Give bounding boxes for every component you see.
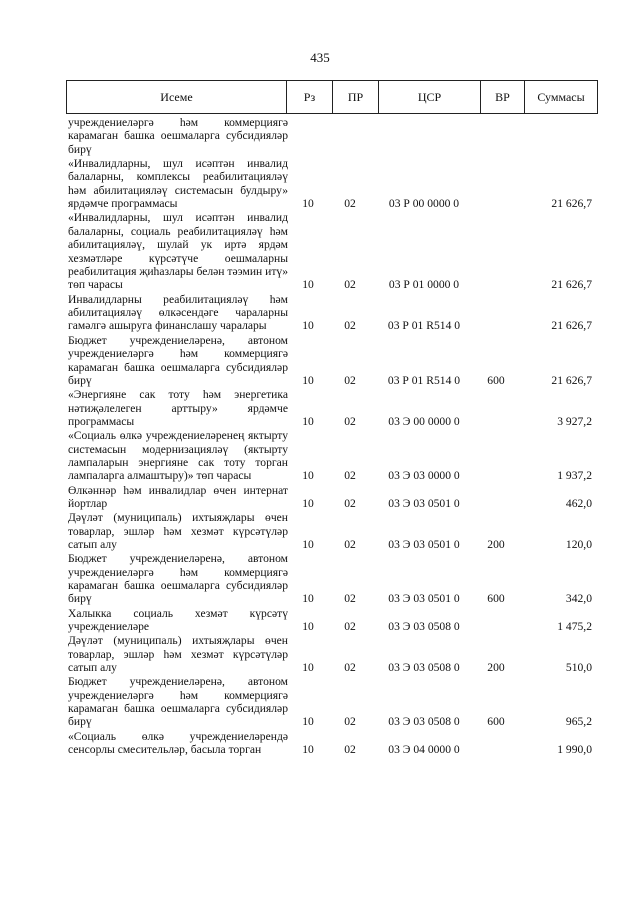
row-pr: 02	[344, 469, 356, 483]
table-row	[68, 634, 596, 674]
table-row	[68, 511, 596, 551]
header-vr: ВР	[481, 81, 525, 113]
row-name: Дәүләт (муниципаль) ихтыяҗлары өчен товарлар, эшләр һәм хезмәт күрсәтүләр сатып алу	[68, 634, 288, 675]
row-rz: 10	[302, 319, 314, 333]
table-row	[68, 607, 596, 634]
row-pr: 02	[344, 715, 356, 729]
table-row	[68, 388, 596, 428]
row-name: Бюджет учреждениеләренә, автоном учреждениеләргә һәм коммерциягә карамаган башка оешмаларга субсидияләр бирү	[68, 333, 288, 387]
row-csr: 03 Р 01 R514 0	[387, 319, 461, 333]
table-row	[68, 675, 596, 729]
table-row	[68, 334, 596, 388]
row-sum: 342,0	[565, 592, 592, 606]
row-rz: 10	[302, 592, 314, 606]
row-csr: 03 Р 00 0000 0	[388, 197, 460, 211]
table-row	[68, 484, 596, 511]
row-rz: 10	[302, 496, 314, 510]
row-pr: 02	[344, 537, 356, 551]
row-pr: 02	[344, 278, 356, 292]
row-name: «Инвалидларны, шул исәптән инвалид балаларны, комплексы реабилитацияләү һәм абилитацияләү системасын булдыру» ярдәмче программасы	[68, 157, 288, 211]
table-row	[68, 116, 596, 156]
row-csr: 03 Р 01 0000 0	[388, 278, 460, 292]
row-csr: 03 Э 03 0000 0	[388, 469, 460, 483]
row-sum: 120,0	[565, 537, 592, 551]
table-header	[66, 80, 598, 114]
row-name: учреждениеләргә һәм коммерциягә карамаган башка оешмаларга субсидияләр бирү	[68, 116, 288, 156]
row-csr: 03 Э 04 0000 0	[388, 743, 460, 757]
row-vr: 600	[487, 592, 505, 606]
row-sum: 21 626,7	[551, 278, 592, 292]
row-rz: 10	[302, 537, 314, 551]
row-csr: 03 Э 00 0000 0	[388, 414, 460, 428]
row-csr: 03 Р 01 R514 0	[387, 373, 461, 387]
row-vr: 200	[487, 661, 505, 675]
row-sum: 1 937,2	[557, 469, 592, 483]
row-name: «Социаль өлкә учреждениеләрендә сенсорлы смесительләр, басыла торган	[68, 729, 288, 757]
table-row	[68, 429, 596, 483]
row-rz: 10	[302, 373, 314, 387]
row-rz: 10	[302, 743, 314, 757]
row-sum: 21 626,7	[551, 373, 592, 387]
row-csr: 03 Э 03 0508 0	[388, 661, 460, 675]
row-csr: 03 Э 03 0501 0	[388, 537, 460, 551]
row-csr: 03 Э 03 0501 0	[388, 496, 460, 510]
row-vr: 600	[487, 715, 505, 729]
row-pr: 02	[344, 319, 356, 333]
row-name: Бюджет учреждениеләренә, автоном учреждениеләргә һәм коммерциягә карамаган башка оешмаларга субсидияләр бирү	[68, 675, 288, 729]
row-pr: 02	[344, 496, 356, 510]
table-row	[68, 293, 596, 333]
row-pr: 02	[344, 661, 356, 675]
header-rz: Рз	[287, 81, 333, 113]
row-rz: 10	[302, 469, 314, 483]
row-rz: 10	[302, 414, 314, 428]
row-sum: 1 475,2	[557, 620, 592, 633]
row-sum: 510,0	[565, 661, 592, 675]
row-rz: 10	[302, 715, 314, 729]
row-sum: 965,2	[565, 715, 592, 729]
row-name: «Энергияне сак тоту һәм энергетика нәтиҗәлелеген арттыру» ярдәмче программасы	[68, 388, 288, 428]
row-rz: 10	[302, 278, 314, 292]
row-vr: 200	[487, 537, 505, 551]
row-sum: 21 626,7	[551, 197, 592, 211]
row-vr: 600	[487, 373, 505, 387]
row-pr: 02	[344, 592, 356, 606]
header-csr: ЦСР	[379, 81, 481, 113]
table-row	[68, 211, 596, 291]
table-row	[68, 730, 596, 757]
table-row	[68, 157, 596, 211]
table-body	[68, 116, 596, 757]
row-sum: 462,0	[565, 496, 592, 510]
row-name: Инвалидларны реабилитацияләү һәм абилитацияләү өлкәсендәге чараларны гамәлгә ашыруга финанслашу чаралары	[68, 292, 288, 333]
row-pr: 02	[344, 197, 356, 211]
header-sum: Суммасы	[537, 89, 585, 104]
row-name: Халыкка социаль хезмәт күрсәтү учреждениеләре	[68, 606, 288, 633]
row-csr: 03 Э 03 0508 0	[388, 620, 460, 633]
row-name: Өлкәннәр һәм инвалидлар өчен интернат йортлар	[68, 483, 288, 510]
table-row	[68, 552, 596, 606]
row-name: «Социаль өлкә учреждениеләренең яктырту системасын модернизацияләү (яктырту лампаларын энергияне сак тоту торган лампаларга алмаштыру)» төп чарасы	[68, 429, 288, 483]
row-sum: 3 927,2	[557, 414, 592, 428]
row-sum: 1 990,0	[557, 743, 592, 757]
page-number: 435	[310, 50, 330, 65]
row-sum: 21 626,7	[551, 319, 592, 333]
row-pr: 02	[344, 373, 356, 387]
row-pr: 02	[344, 414, 356, 428]
row-pr: 02	[344, 743, 356, 757]
row-name: Дәүләт (муниципаль) ихтыяҗлары өчен товарлар, эшләр һәм хезмәт күрсәтүләр сатып алу	[68, 511, 288, 551]
row-name: «Инвалидларны, шул исәптән инвалид балаларны, социаль реабилитацияләү һәм абилитацияләү, шулай ук иртә ярдәм хезмәтләре күрсәтүче оешмаларны реабилитация җиһазлары белән тәэмин итү» төп чарасы	[68, 211, 288, 292]
row-pr: 02	[344, 620, 356, 633]
row-rz: 10	[302, 661, 314, 675]
header-pr: ПР	[333, 81, 379, 113]
header-name: Исеме	[67, 81, 287, 113]
row-csr: 03 Э 03 0508 0	[388, 715, 460, 729]
row-rz: 10	[302, 197, 314, 211]
row-name: Бюджет учреждениеләренә, автоном учреждениеләргә һәм коммерциягә карамаган башка оешмаларга субсидияләр бирү	[68, 552, 288, 606]
row-rz: 10	[302, 620, 314, 633]
row-csr: 03 Э 03 0501 0	[388, 592, 460, 606]
